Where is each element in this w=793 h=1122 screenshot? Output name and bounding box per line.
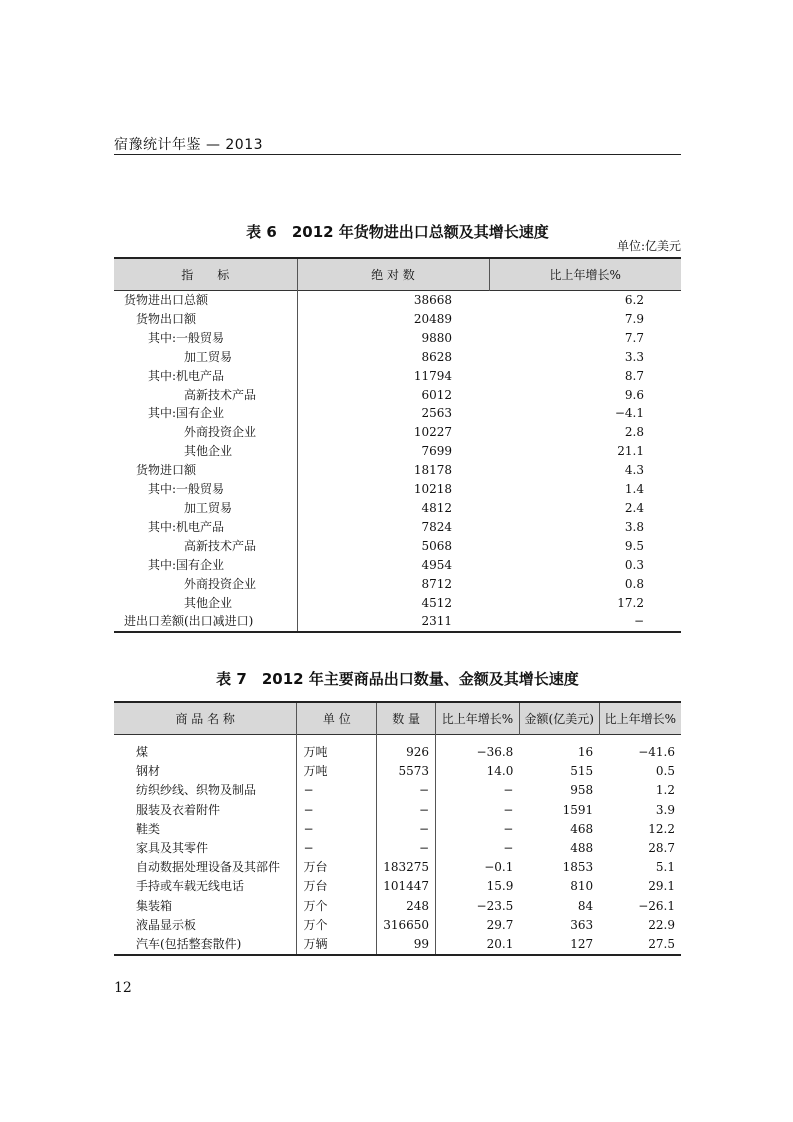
table6-row-growth: 4.3 bbox=[624, 463, 644, 478]
table-row bbox=[114, 916, 681, 935]
table7-row-quantity-growth: − bbox=[503, 821, 514, 836]
table6-row-value: 4954 bbox=[421, 557, 452, 572]
table7-spacer-cell bbox=[114, 735, 297, 744]
table6-row-label: 货物出口额 bbox=[114, 310, 297, 329]
table6-row-growth: 2.4 bbox=[624, 500, 644, 515]
table6-row-label: 其中:国有企业 bbox=[114, 556, 297, 575]
table6-row-label: 高新技术产品 bbox=[114, 537, 297, 556]
table6-col-indicator: 指 标 bbox=[181, 268, 230, 282]
table-row bbox=[114, 291, 681, 310]
table-row bbox=[114, 575, 681, 594]
table6-title: 表 6 2012 年货物进出口总额及其增长速度 bbox=[246, 223, 549, 241]
table-row bbox=[114, 461, 681, 480]
table-row bbox=[114, 858, 681, 877]
table7-row-quantity: − bbox=[377, 801, 436, 820]
table7-row-quantity: 101447 bbox=[377, 877, 436, 896]
table7-row-unit: 万台 bbox=[297, 858, 377, 877]
table7-row-quantity: 316650 bbox=[377, 916, 436, 935]
table6-row-label: 加工贸易 bbox=[114, 348, 297, 367]
table6-row-growth: 3.3 bbox=[624, 349, 644, 364]
table6-row-growth: 0.3 bbox=[624, 557, 644, 572]
table6-row-growth: 0.8 bbox=[624, 576, 644, 591]
page-number: 12 bbox=[114, 980, 132, 996]
table7-row-unit: − bbox=[297, 781, 377, 800]
table6-row-value: 4512 bbox=[421, 595, 452, 610]
table6-col-absolute: 绝 对 数 bbox=[297, 258, 489, 291]
table7-row-unit: 万辆 bbox=[297, 935, 377, 955]
table6-row-growth: − bbox=[633, 614, 644, 629]
table6-row-label: 外商投资企业 bbox=[114, 423, 297, 442]
table7-row-amount: 958 bbox=[570, 783, 594, 798]
table7-row-amount-growth: 5.1 bbox=[655, 860, 675, 875]
table7-row-quantity-growth: 15.9 bbox=[486, 879, 514, 894]
table7-row-amount-growth: 0.5 bbox=[655, 764, 675, 779]
table7-row-amount: 810 bbox=[570, 879, 594, 894]
table7-col-amount: 金额(亿美元) bbox=[519, 702, 599, 735]
table6-row-growth: 7.9 bbox=[624, 311, 644, 326]
table6-row-label: 进出口差额(出口减进口) bbox=[114, 612, 297, 632]
table-row bbox=[114, 935, 681, 955]
table6-row-growth: 8.7 bbox=[624, 368, 644, 383]
table7-row-unit: 万吨 bbox=[297, 743, 377, 762]
table7-row-quantity-growth: − bbox=[503, 802, 514, 817]
table7-row-amount-growth: −41.6 bbox=[638, 745, 675, 759]
table6-row-label: 外商投资企业 bbox=[114, 575, 297, 594]
table7-row-amount-growth: 27.5 bbox=[648, 937, 675, 952]
table6-row-value: 4812 bbox=[421, 500, 452, 515]
table7-row-amount: 1591 bbox=[562, 802, 594, 817]
table7-row-name: 钢材 bbox=[114, 762, 297, 781]
table7-row-quantity-growth: −36.8 bbox=[476, 745, 514, 759]
table7-row-name: 煤 bbox=[114, 743, 297, 762]
table-row bbox=[114, 480, 681, 499]
table7-row-quantity: 99 bbox=[377, 935, 436, 955]
table-row bbox=[114, 556, 681, 575]
table7-row-unit: − bbox=[297, 820, 377, 839]
table7-row-name: 纺织纱线、织物及制品 bbox=[114, 781, 297, 800]
table7-row-amount-growth: 12.2 bbox=[648, 821, 675, 836]
table6-row-growth: −4.1 bbox=[614, 406, 644, 421]
table7-row-name: 手持或车载无线电话 bbox=[114, 877, 297, 896]
table7-row-quantity-growth: −23.5 bbox=[476, 898, 514, 913]
table7-row-quantity: − bbox=[377, 781, 436, 800]
table6-row-growth: 3.8 bbox=[624, 519, 644, 534]
table6-row-label: 高新技术产品 bbox=[114, 386, 297, 405]
table6-row-value: 11794 bbox=[413, 368, 452, 383]
table7-row-quantity-growth: 14.0 bbox=[486, 764, 514, 779]
table6-row-value: 38668 bbox=[413, 293, 452, 307]
table7-row-quantity-growth: − bbox=[503, 783, 514, 798]
table6-row-value: 8712 bbox=[421, 576, 452, 591]
table7-row-amount: 127 bbox=[570, 937, 594, 952]
table7-row-unit: 万吨 bbox=[297, 762, 377, 781]
table-row bbox=[114, 612, 681, 632]
table6-row-growth: 21.1 bbox=[617, 444, 644, 459]
table6-row-value: 8628 bbox=[421, 349, 452, 364]
table7-row-quantity-growth: 29.7 bbox=[486, 917, 514, 932]
table7-row-amount-growth: 3.9 bbox=[655, 802, 675, 817]
table6-row-label: 其他企业 bbox=[114, 442, 297, 461]
table7-title: 表 7 2012 年主要商品出口数量、金额及其增长速度 bbox=[216, 670, 579, 688]
table7-row-quantity: 5573 bbox=[377, 762, 436, 781]
table6-row-value: 2311 bbox=[421, 614, 452, 629]
table-row bbox=[114, 499, 681, 518]
table6-row-growth: 6.2 bbox=[624, 293, 644, 307]
table7-row-quantity: 926 bbox=[377, 743, 436, 762]
table-row bbox=[114, 743, 681, 762]
table-row bbox=[114, 386, 681, 405]
table6-row-growth: 9.5 bbox=[624, 538, 644, 553]
table7-row-amount: 488 bbox=[570, 841, 594, 856]
table7-row-name: 服装及衣着附件 bbox=[114, 801, 297, 820]
table-row bbox=[114, 442, 681, 461]
table6-row-label: 其他企业 bbox=[114, 594, 297, 613]
table6-row-value: 7824 bbox=[421, 519, 452, 534]
table7-row-name: 自动数据处理设备及其部件 bbox=[114, 858, 297, 877]
table7-body bbox=[114, 735, 681, 956]
table6-body bbox=[114, 291, 681, 633]
table7-row-amount: 1853 bbox=[562, 860, 594, 875]
table-row bbox=[114, 594, 681, 613]
table6-row-value: 10227 bbox=[413, 425, 452, 440]
table-row bbox=[114, 423, 681, 442]
table7-row-name: 液晶显示板 bbox=[114, 916, 297, 935]
table7-row-quantity: 248 bbox=[377, 897, 436, 916]
table7-row-unit: 万个 bbox=[297, 916, 377, 935]
table6-row-value: 18178 bbox=[413, 463, 452, 478]
table6-row-label: 加工贸易 bbox=[114, 499, 297, 518]
table6-unit: 单位:亿美元 bbox=[616, 239, 681, 253]
table7-row-amount-growth: 1.2 bbox=[655, 783, 675, 798]
running-head-title: 宿豫统计年鉴 — 2013 bbox=[114, 137, 264, 153]
table6-row-growth: 1.4 bbox=[624, 482, 644, 497]
table7-row-unit: 万个 bbox=[297, 897, 377, 916]
table7-row-quantity-growth: 20.1 bbox=[486, 937, 514, 952]
table-row bbox=[114, 839, 681, 858]
table7-spacer-cell bbox=[377, 735, 436, 744]
table7-row-amount: 468 bbox=[570, 821, 594, 836]
table7-row-amount-growth: 28.7 bbox=[648, 841, 675, 856]
table6-row-value: 9880 bbox=[421, 330, 452, 345]
table7-row-quantity: − bbox=[377, 820, 436, 839]
table-row bbox=[114, 329, 681, 348]
table7-header-row bbox=[114, 702, 681, 735]
table6-col-growth: 比上年增长% bbox=[489, 258, 681, 291]
table-row bbox=[114, 801, 681, 820]
header-rule bbox=[114, 154, 681, 155]
table7-row-name: 集装箱 bbox=[114, 897, 297, 916]
table7-col-quantity-growth: 比上年增长% bbox=[436, 702, 520, 735]
table6-row-value: 5068 bbox=[421, 538, 452, 553]
table6-header-row bbox=[114, 258, 681, 291]
table6-row-value: 2563 bbox=[421, 406, 452, 421]
table7-col-quantity: 数 量 bbox=[377, 702, 436, 735]
table-row bbox=[114, 518, 681, 537]
table-row bbox=[114, 820, 681, 839]
table7-col-unit: 单 位 bbox=[297, 702, 377, 735]
table6-row-value: 10218 bbox=[413, 482, 452, 497]
table7-row-amount: 84 bbox=[577, 898, 594, 913]
table-row bbox=[114, 404, 681, 423]
table7-spacer-cell bbox=[519, 735, 599, 744]
table6-row-growth: 7.7 bbox=[624, 330, 644, 345]
table6-row-growth: 9.6 bbox=[624, 387, 644, 402]
table7-row-quantity: − bbox=[377, 839, 436, 858]
table7-row-quantity: 183275 bbox=[377, 858, 436, 877]
table-row bbox=[114, 762, 681, 781]
table7-row-unit: − bbox=[297, 801, 377, 820]
table7-row-name: 汽车(包括整套散件) bbox=[114, 935, 297, 955]
table-row bbox=[114, 877, 681, 896]
table6-row-value: 7699 bbox=[421, 444, 452, 459]
table7-row-amount: 515 bbox=[570, 764, 594, 779]
table6-row-label: 货物进出口总额 bbox=[114, 291, 297, 310]
table7-row-unit: − bbox=[297, 839, 377, 858]
table6-row-growth: 2.8 bbox=[624, 425, 644, 440]
table6-row-label: 其中:机电产品 bbox=[114, 518, 297, 537]
table6-row-label: 其中:一般贸易 bbox=[114, 480, 297, 499]
table6 bbox=[114, 257, 681, 633]
table7-spacer-cell bbox=[297, 735, 377, 744]
table7-row-amount: 16 bbox=[577, 745, 594, 759]
table7-col-amount-growth: 比上年增长% bbox=[599, 702, 681, 735]
table6-row-label: 其中:一般贸易 bbox=[114, 329, 297, 348]
table7-row-unit: 万台 bbox=[297, 877, 377, 896]
table7-col-name: 商 品 名 称 bbox=[175, 712, 235, 726]
table6-row-value: 6012 bbox=[421, 387, 452, 402]
table6-row-label: 其中:机电产品 bbox=[114, 367, 297, 386]
table7-row-amount: 363 bbox=[570, 917, 594, 932]
table7-spacer-cell bbox=[599, 735, 681, 744]
table-row bbox=[114, 310, 681, 329]
table6-row-label: 其中:国有企业 bbox=[114, 404, 297, 423]
table-row bbox=[114, 781, 681, 800]
table-row bbox=[114, 897, 681, 916]
table7-row-amount-growth: 22.9 bbox=[648, 917, 675, 932]
table7-row-quantity-growth: −0.1 bbox=[484, 860, 514, 875]
table-row bbox=[114, 348, 681, 367]
table7-row-amount-growth: 29.1 bbox=[648, 879, 675, 894]
table7-row-name: 鞋类 bbox=[114, 820, 297, 839]
table7-row-name: 家具及其零件 bbox=[114, 839, 297, 858]
table7-row-amount-growth: −26.1 bbox=[638, 898, 675, 913]
table-row bbox=[114, 367, 681, 386]
table7-spacer-row bbox=[114, 735, 681, 744]
table6-row-growth: 17.2 bbox=[617, 595, 644, 610]
table6-row-label: 货物进口额 bbox=[114, 461, 297, 480]
table6-row-value: 20489 bbox=[413, 311, 452, 326]
table7 bbox=[114, 701, 681, 956]
table7-row-quantity-growth: − bbox=[503, 841, 514, 856]
table-row bbox=[114, 537, 681, 556]
table7-spacer-cell bbox=[436, 735, 520, 744]
